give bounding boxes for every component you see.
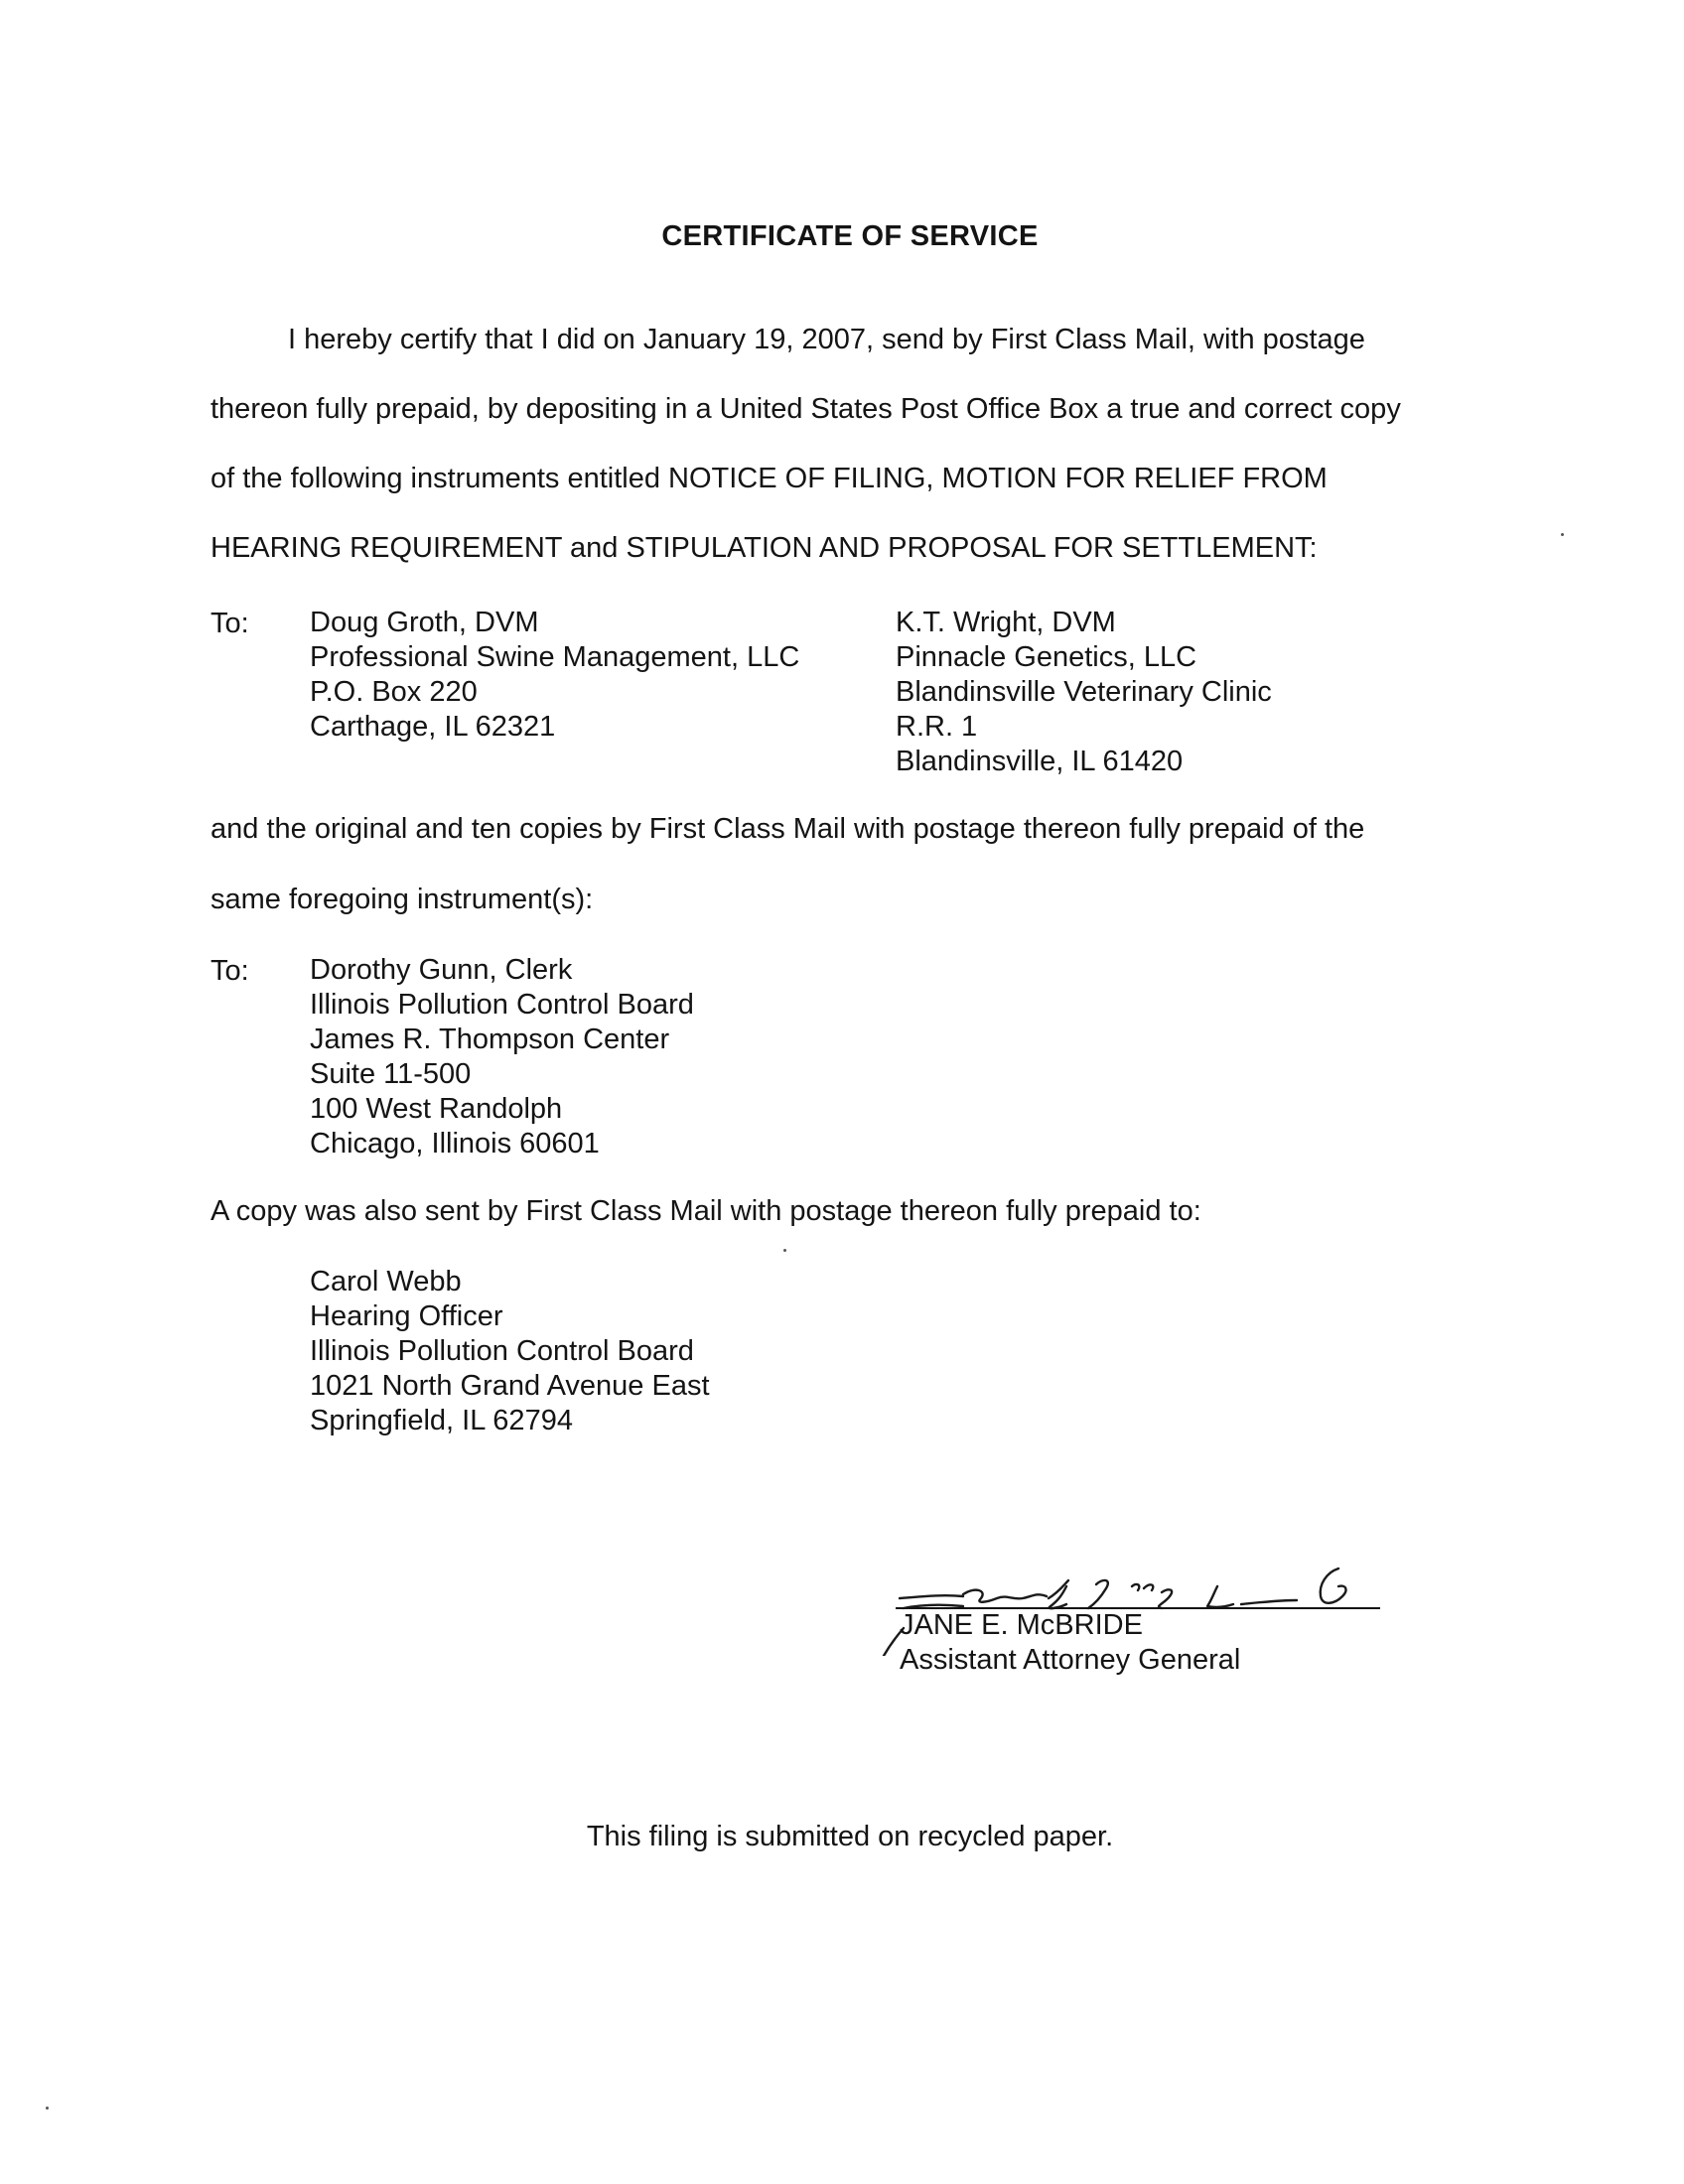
- recipient-address-gunn: [310, 953, 694, 1161]
- address-line: Doug Groth, DVM: [310, 607, 539, 638]
- address-line: R.R. 1: [896, 711, 978, 743]
- recipient-address-wright: [896, 606, 1272, 779]
- intro-line-4: HEARING REQUIREMENT and STIPULATION AND PROPOSAL FOR SETTLEMENT:: [210, 532, 1318, 564]
- address-line: Carthage, IL 62321: [310, 711, 556, 743]
- intro-line-3: of the following instruments entitled NOTICE OF FILING, MOTION FOR RELIEF FROM: [210, 463, 1328, 494]
- original-line-1: and the original and ten copies by First Class Mail with postage thereon fully prepaid of the: [210, 813, 1365, 845]
- address-line: Hearing Officer: [310, 1300, 503, 1332]
- signatory-title: Assistant Attorney General: [900, 1644, 1241, 1676]
- signature-block: [900, 1608, 1240, 1678]
- document-title: CERTIFICATE OF SERVICE: [661, 220, 1039, 252]
- address-line: K.T. Wright, DVM: [896, 607, 1116, 638]
- address-line: Illinois Pollution Control Board: [310, 989, 694, 1021]
- to-label-2: To:: [210, 955, 249, 987]
- intro-line-1: I hereby certify that I did on January 19, 2007, send by First Class Mail, with postage: [288, 324, 1365, 355]
- address-line: Blandinsville, IL 61420: [896, 746, 1184, 777]
- address-line: Blandinsville Veterinary Clinic: [896, 676, 1272, 708]
- recipient-address-webb: [310, 1265, 710, 1438]
- intro-line-2: thereon fully prepaid, by depositing in a United States Post Office Box a true and correct copy: [210, 393, 1401, 425]
- scan-speck: [46, 2107, 49, 2110]
- recipient-address-groth: [310, 606, 799, 745]
- address-line: Dorothy Gunn, Clerk: [310, 954, 573, 986]
- signatory-name: JANE E. McBRIDE: [900, 1609, 1143, 1641]
- scan-speck: [1561, 533, 1564, 536]
- address-line: Suite 11-500: [310, 1058, 472, 1090]
- address-line: James R. Thompson Center: [310, 1024, 670, 1055]
- original-line-2: same foregoing instrument(s):: [210, 884, 594, 915]
- scan-speck: [783, 1249, 786, 1252]
- address-line: 100 West Randolph: [310, 1093, 563, 1125]
- to-label-1: To:: [210, 608, 249, 639]
- address-line: P.O. Box 220: [310, 676, 478, 708]
- address-line: 1021 North Grand Avenue East: [310, 1370, 710, 1402]
- copy-line: A copy was also sent by First Class Mail with postage thereon fully prepaid to:: [210, 1195, 1201, 1227]
- address-line: Professional Swine Management, LLC: [310, 641, 800, 673]
- address-line: Springfield, IL 62794: [310, 1405, 573, 1436]
- address-line: Chicago, Illinois 60601: [310, 1128, 600, 1160]
- address-line: Illinois Pollution Control Board: [310, 1335, 694, 1367]
- address-line: Carol Webb: [310, 1266, 462, 1297]
- recycled-paper-note: This filing is submitted on recycled paper.: [586, 1821, 1114, 1852]
- address-line: Pinnacle Genetics, LLC: [896, 641, 1197, 673]
